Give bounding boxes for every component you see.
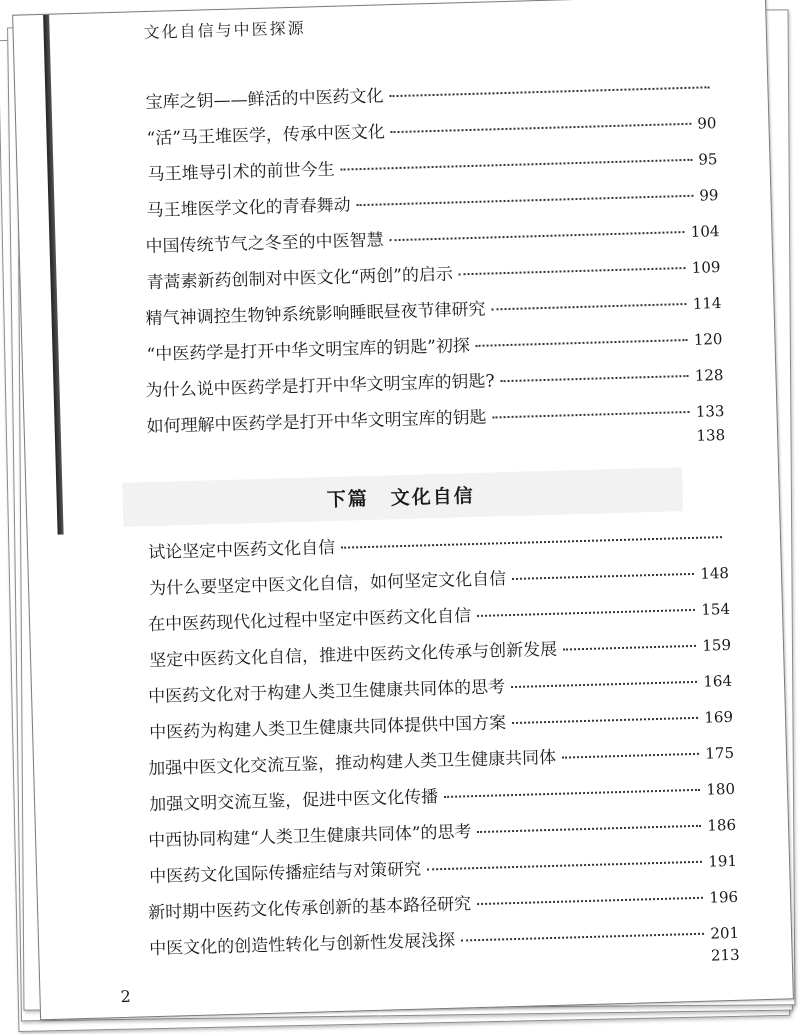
toc-entry-title: 宝库之钥——鲜活的中医药文化 xyxy=(145,86,384,114)
toc-entry xyxy=(146,324,722,365)
toc-entry-title: 中西协同构建“人类卫生健康共同体”的思考 xyxy=(147,822,472,852)
toc-entry-page: 186 xyxy=(707,815,737,835)
section-name: 文化自信 xyxy=(390,484,476,510)
running-head: 文化自信与中医探源 xyxy=(143,18,306,43)
toc-entry xyxy=(145,216,719,257)
toc-entry-page: 138 xyxy=(696,425,726,445)
section-heading xyxy=(326,481,475,512)
toc-entry-title: “中医药学是打开中华文明宝库的钥匙”初探 xyxy=(146,336,471,366)
toc-leader-dots xyxy=(563,645,696,651)
toc-entry-title: 在中医药现代化过程中坚定中医药文化自信 xyxy=(147,606,472,636)
toc-leader-dots xyxy=(389,86,709,97)
page-number: 2 xyxy=(120,986,132,1007)
toc-entry-title: 马王堆导引术的前世今生 xyxy=(147,159,335,185)
toc-entry xyxy=(148,882,738,923)
toc-entry xyxy=(149,702,733,743)
toc-entry xyxy=(146,108,716,149)
toc-entry-page: 164 xyxy=(703,671,733,691)
toc-entry-page: 90 xyxy=(697,114,717,133)
toc-entry-page: 99 xyxy=(699,186,719,205)
toc-entry-title: 精气神调控生物钟系统影响睡眠昼夜节律研究 xyxy=(145,299,486,330)
toc-entry-page: 154 xyxy=(701,599,731,619)
toc-entry-page: 109 xyxy=(691,258,721,277)
toc-leader-dots xyxy=(493,411,690,419)
toc-entry-title: 中医文化的创造性转化与创新性发展浅探 xyxy=(148,930,456,960)
toc-entry-title: 如何理解中医药学是打开中华文明宝库的钥匙 xyxy=(146,407,487,438)
toc-entry-page: 159 xyxy=(702,635,732,655)
toc-entry-title: 为什么要坚定中医文化自信，如何坚定文化自信 xyxy=(148,569,507,600)
toc-entry-title: 马王堆医学文化的青春舞动 xyxy=(146,195,351,222)
toc-entry xyxy=(148,594,730,635)
toc-entry-title: 青蒿素新药创制对中医文化“两创”的启示 xyxy=(146,264,454,294)
toc-entry xyxy=(146,180,718,221)
toc-leader-dots xyxy=(511,681,697,688)
toc-entry-page: 213 xyxy=(710,945,740,965)
toc-leader-dots xyxy=(491,303,686,310)
toc-leader-dots xyxy=(476,339,688,347)
toc-entry xyxy=(148,522,728,563)
toc-entry-title: “活”马王堆医学，传承中医文化 xyxy=(146,122,386,150)
toc-entry-page: 148 xyxy=(700,563,730,583)
toc-entry-title: 加强文明交流互鉴，促进中医文化传播 xyxy=(148,787,439,816)
toc-entry-title: 坚定中医药文化自信，推进中医药文化传承与创新发展 xyxy=(148,639,558,672)
toc-leader-dots xyxy=(459,267,686,275)
toc-entry-page: 133 xyxy=(695,401,725,421)
toc-entry-title: 中医药文化国际传播症结与对策研究 xyxy=(148,859,422,888)
toc-entry xyxy=(146,252,720,293)
toc-entry-page: 191 xyxy=(708,851,738,871)
toc-entry xyxy=(148,666,732,707)
toc-leader-dots xyxy=(512,717,698,724)
toc-entry-page: 104 xyxy=(690,222,720,241)
toc-leader-dots xyxy=(562,753,699,759)
toc-leader-dots xyxy=(341,159,693,171)
toc-entry-title: 加强中医文化交流互鉴，推动构建人类卫生健康共同体 xyxy=(147,747,557,780)
toc-entry xyxy=(149,558,729,599)
toc-leader-dots xyxy=(501,375,689,382)
toc-leader-dots xyxy=(477,609,695,617)
toc-leader-dots xyxy=(357,195,694,206)
toc-leader-dots xyxy=(477,897,703,905)
toc-entry-title: 新时期中医药文化传承创新的基本路径研究 xyxy=(147,894,472,924)
toc-leader-dots xyxy=(461,933,704,942)
toc-entry-page: 95 xyxy=(698,150,718,169)
toc-entry xyxy=(148,810,736,851)
toc-leader-dots xyxy=(341,536,722,549)
toc-entry xyxy=(147,144,717,185)
toc-entry xyxy=(149,846,737,887)
toc-entry xyxy=(149,774,735,815)
toc-entry-page: 128 xyxy=(694,366,724,385)
toc-entry-page: 114 xyxy=(692,294,722,313)
toc-entry-title: 中医药文化对于构建人类卫生健康共同体的思考 xyxy=(147,677,506,708)
toc-entry-page: 175 xyxy=(705,743,735,763)
toc-entry-title: 试论坚定中医药文化自信 xyxy=(147,537,336,564)
toc-leader-dots xyxy=(391,123,691,133)
toc-entry xyxy=(145,288,721,329)
toc-leader-dots xyxy=(390,231,685,241)
toc-entry xyxy=(148,738,734,779)
toc-leader-dots xyxy=(427,861,702,871)
toc-entry xyxy=(149,630,731,671)
toc-entry-title: 为什么说中医药学是打开中华文明宝库的钥匙? xyxy=(145,371,495,402)
toc-entry-page: 120 xyxy=(693,330,723,349)
toc-entry-title: 中医药为构建人类卫生健康共同体提供中国方案 xyxy=(148,713,507,744)
toc-entry-page: 196 xyxy=(709,887,739,907)
toc-leader-dots xyxy=(444,789,700,798)
toc-leader-dots xyxy=(477,825,701,833)
toc-entry-page: 201 xyxy=(710,923,740,943)
toc-leader-dots xyxy=(512,573,694,580)
section-label: 下篇 xyxy=(326,487,370,512)
book-page xyxy=(12,0,794,1020)
table-of-contents xyxy=(13,0,793,1019)
toc-entry-page: 180 xyxy=(706,779,736,799)
toc-entry xyxy=(145,360,723,401)
toc-entry xyxy=(145,72,715,113)
toc-entry-title: 中国传统节气之冬至的中医智慧 xyxy=(145,230,384,258)
toc-entry-page: 169 xyxy=(704,707,734,727)
